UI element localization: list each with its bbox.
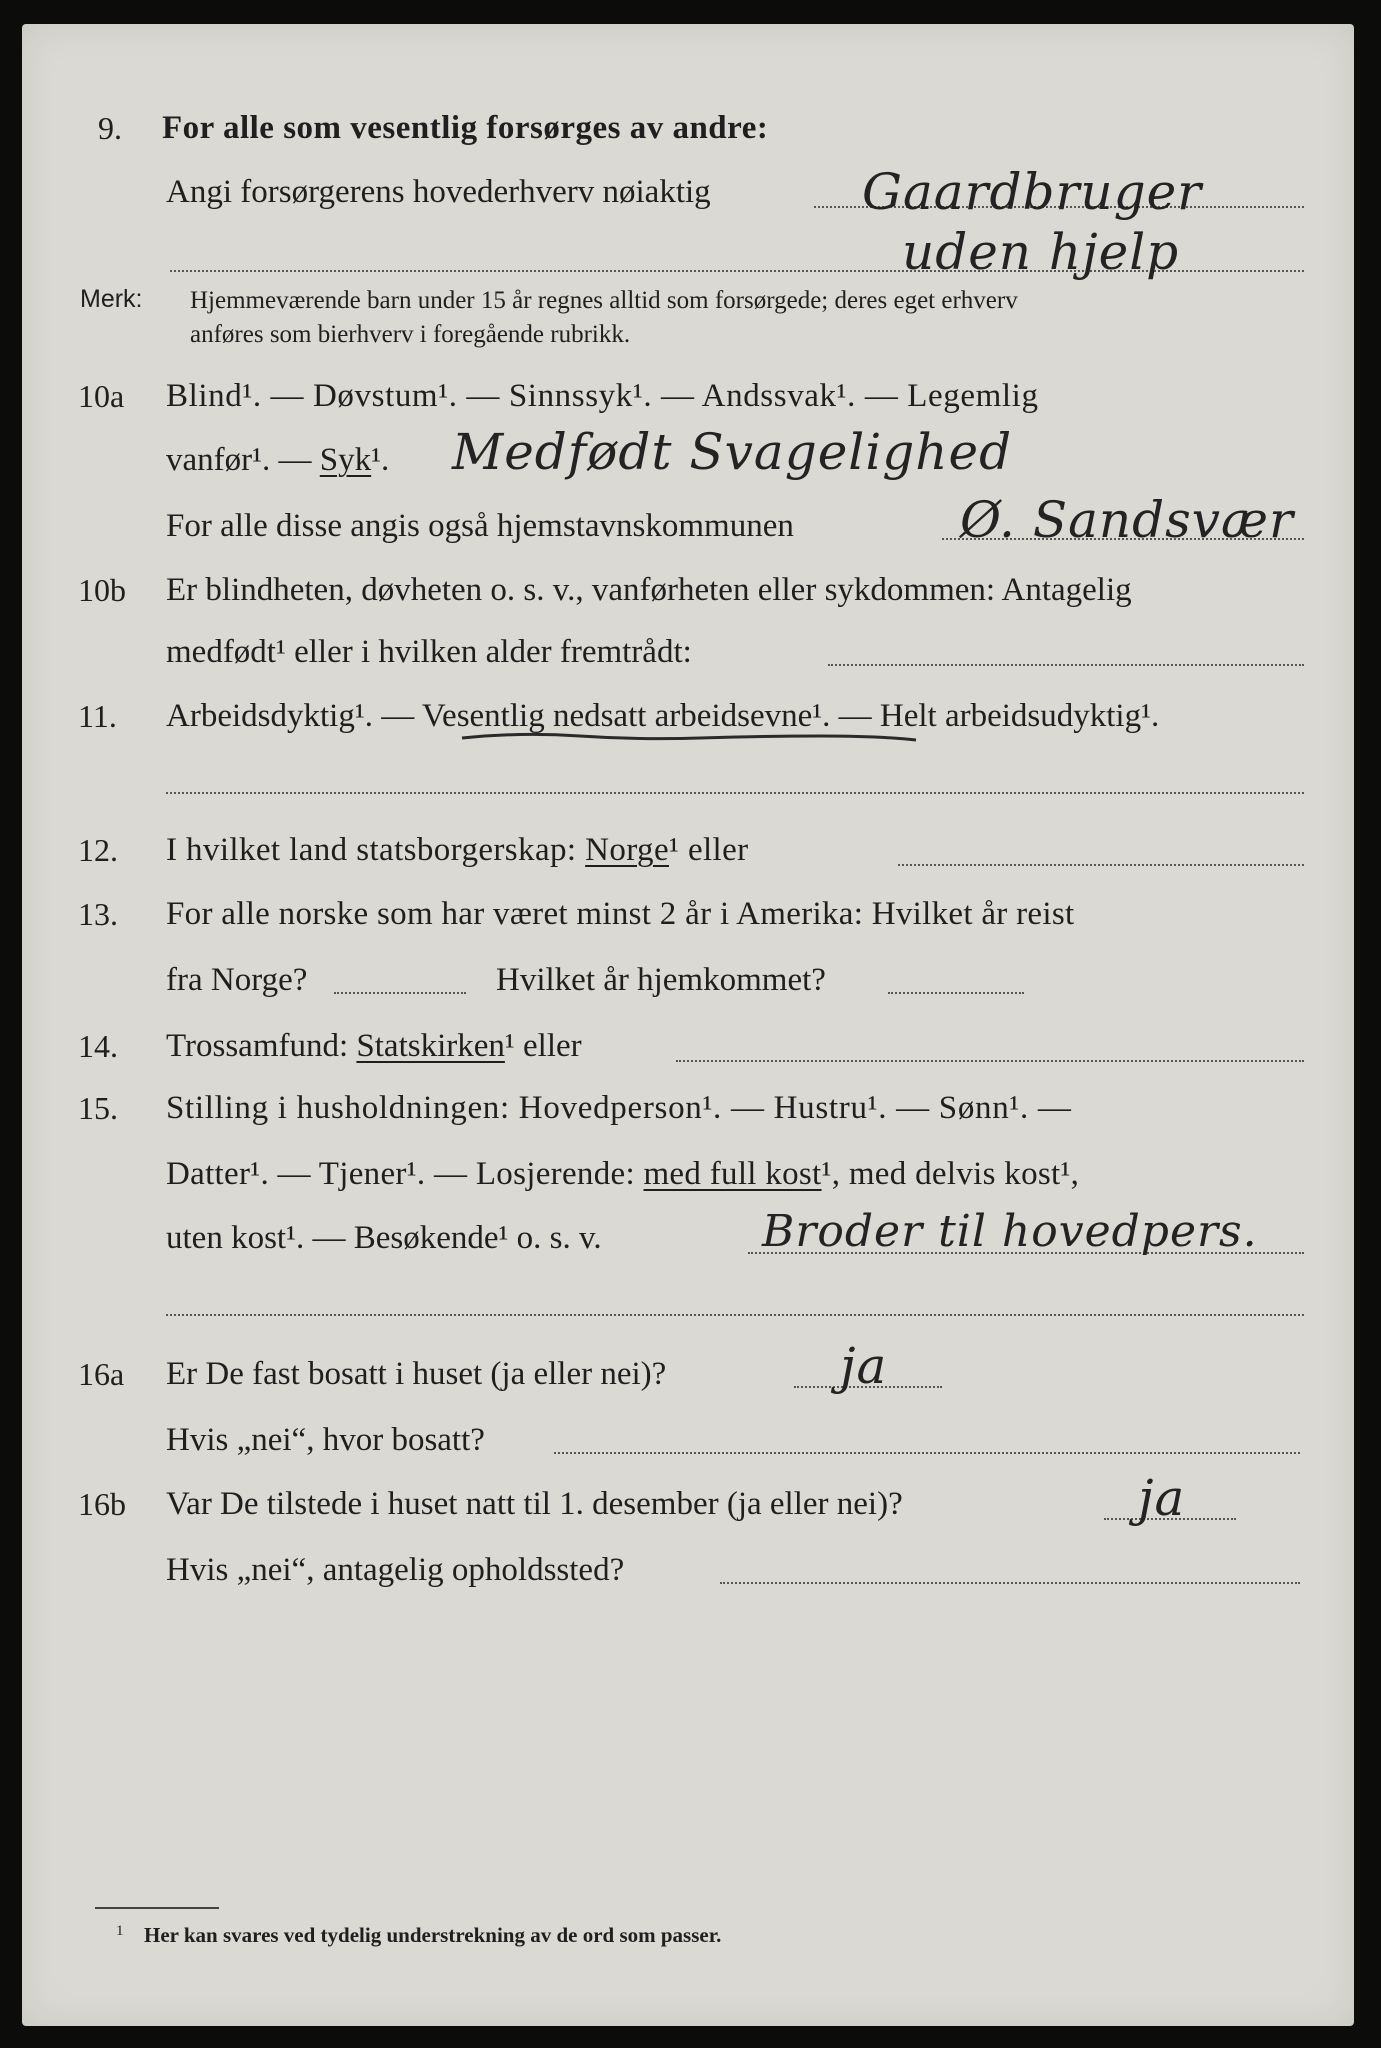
- q9-number: 9.: [98, 110, 122, 146]
- q11-line: Arbeidsdyktig¹. — Vesentlig nedsatt arbeidsevne¹. — Helt arbeidsudyktig¹.: [166, 698, 1160, 734]
- q16a-line2: Hvis „nei“, hvor bosatt?: [166, 1422, 485, 1458]
- q10a-line2: vanfør¹. — Syk¹.: [166, 442, 390, 478]
- merk-line2: anføres som bierhverv i foregående rubrikk.: [190, 321, 631, 348]
- q14-selected-statskirken: Statskirken: [356, 1028, 505, 1064]
- q15-answer-relation: Broder til hovedpers.: [762, 1206, 1258, 1257]
- q16b-line2: Hvis „nei“, antagelig opholdssted?: [166, 1552, 625, 1588]
- q10b-line2: medfødt¹ eller i hvilken alder fremtrådt:: [166, 634, 692, 670]
- q10a-number: 10a: [78, 378, 125, 414]
- q10b-answer-line: [828, 664, 1304, 666]
- q9-line2: Angi forsørgerens hovederhverv nøiaktig: [166, 174, 711, 210]
- q10a-answer-cause: Medfødt Svagelighed: [452, 423, 1013, 481]
- q14-answer-line: [676, 1060, 1304, 1062]
- q10a-answer-home: Ø. Sandsvær: [960, 491, 1294, 549]
- q16b-number: 16b: [78, 1486, 126, 1522]
- q15-line3: uten kost¹. — Besøkende¹ o. s. v.: [166, 1220, 602, 1256]
- q9-line1: For alle som vesentlig forsørges av andre:: [162, 110, 769, 146]
- q13-hjemkommet-line: [888, 992, 1024, 994]
- q13-line2b: Hvilket år hjemkommet?: [496, 962, 826, 998]
- q13-line2a: fra Norge?: [166, 962, 308, 998]
- q12-answer-line: [898, 864, 1304, 866]
- q16b-answer: ja: [1138, 1469, 1186, 1527]
- q15-blank-line: [166, 1314, 1304, 1316]
- q9-answer-occupation-cont: uden hjelp: [902, 223, 1180, 281]
- q9-answer-occupation: Gaardbruger: [862, 163, 1203, 221]
- q10b-number: 10b: [78, 572, 126, 608]
- q16a-line1: Er De fast bosatt i huset (ja eller nei)?: [166, 1356, 667, 1392]
- q10b-line1: Er blindheten, døvheten o. s. v., vanførheten eller sykdommen: Antagelig: [166, 572, 1132, 608]
- q16a-answer: ja: [840, 1337, 888, 1395]
- q10a-line3: For alle disse angis også hjemstavnskommunen: [166, 508, 794, 544]
- footnote-text: Her kan svares ved tydelig understrekning av de ord som passer.: [144, 1923, 722, 1947]
- q16a-bosatt-line: [554, 1452, 1300, 1454]
- q15-number: 15.: [78, 1090, 118, 1126]
- merk-label: Merk:: [80, 285, 143, 313]
- q12-number: 12.: [78, 832, 118, 868]
- q14-line: Trossamfund: Statskirken¹ eller: [166, 1028, 582, 1064]
- q16b-opholdssted-line: [720, 1582, 1300, 1584]
- q12-line: I hvilket land statsborgerskap: Norge¹ eller: [166, 832, 749, 868]
- q13-line1: For alle norske som har været minst 2 år i Amerika: Hvilket år reist: [166, 896, 1075, 932]
- form-page: [22, 24, 1354, 2026]
- q11-selected-option: Vesentlig nedsatt arbeidsevne: [421, 698, 813, 734]
- q11-number: 11.: [78, 698, 117, 734]
- q10a-line1: Blind¹. — Døvstum¹. — Sinnssyk¹. — Andssvak¹. — Legemlig: [166, 378, 1039, 414]
- q13-reist-line: [334, 992, 466, 994]
- q11-underline-stroke: [460, 728, 920, 748]
- syk-underlined: Syk: [319, 442, 372, 478]
- q15-line2: Datter¹. — Tjener¹. — Losjerende: med full kost¹, med delvis kost¹,: [166, 1156, 1080, 1192]
- q12-selected-norge: Norge: [585, 832, 669, 868]
- footnote-mark: 1: [116, 1923, 124, 1939]
- q11-blank-line: [166, 792, 1304, 794]
- q16a-number: 16a: [78, 1356, 125, 1392]
- q15-line1: Stilling i husholdningen: Hovedperson¹. — Hustru¹. — Sønn¹. —: [166, 1090, 1072, 1126]
- merk-line1: Hjemmeværende barn under 15 år regnes alltid som forsørgede; deres eget erhverv: [190, 287, 1018, 314]
- footnote-rule: [95, 1907, 219, 1909]
- q15-selected-option: med full kost: [643, 1156, 822, 1192]
- q13-number: 13.: [78, 896, 118, 932]
- q16b-line1: Var De tilstede i huset natt til 1. desember (ja eller nei)?: [166, 1486, 903, 1522]
- q14-number: 14.: [78, 1028, 118, 1064]
